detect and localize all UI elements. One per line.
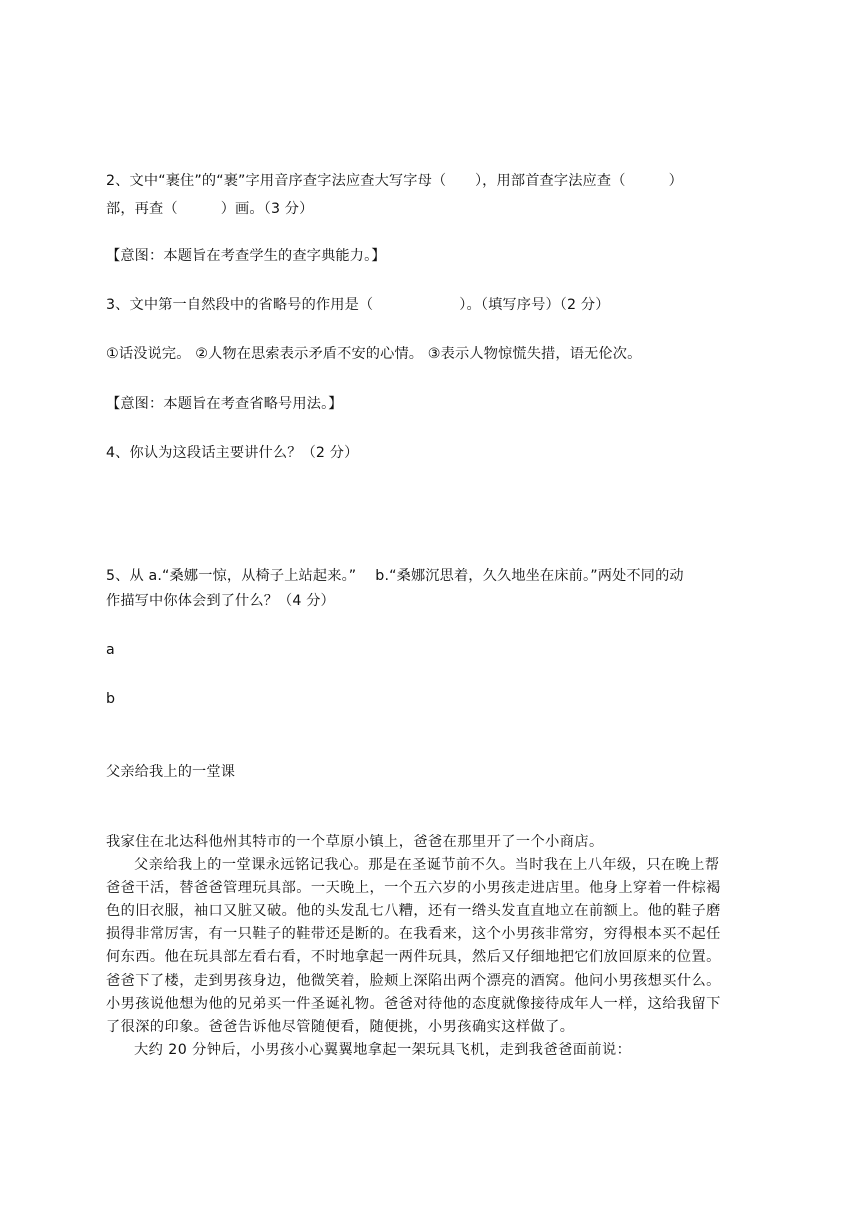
answer-label-b: b bbox=[106, 691, 116, 707]
article-line: 父亲给我上的一堂课永远铭记我心。那是在圣诞节前不久。当时我在上八年级，只在晚上帮 bbox=[134, 857, 720, 874]
article-line: 了很深的印象。爸爸告诉他尽管随便看，随便挑，小男孩确实这样做了。 bbox=[106, 1018, 575, 1035]
question-2-line-1: 2、文中“裹住”的“裹”字用音序查字法应查大写字母（ ），用部首查字法应查（ ） bbox=[106, 173, 683, 189]
article-line: 损得非常厉害，有一只鞋子的鞋带还是断的。在我看来，这个小男孩非常穷，穷得根本买不起任 bbox=[106, 926, 721, 943]
question-2-line-2: 部，再查（ ）画。（3 分） bbox=[106, 201, 314, 217]
question-3-options: ①话没说完。 ②人物在思索表示矛盾不安的心情。 ③表示人物惊慌失措，语无伦次。 bbox=[106, 346, 642, 362]
article-line: 爸爸干活，替爸爸管理玩具部。一天晚上，一个五六岁的小男孩走进店里。他身上穿着一件棕褐 bbox=[106, 880, 721, 897]
article-line: 大约 20 分钟后，小男孩小心翼翼地拿起一架玩具飞机，走到我爸爸面前说： bbox=[134, 1041, 632, 1058]
article-title: 父亲给我上的一堂课 bbox=[106, 764, 236, 780]
intent-note-2: 【意图：本题旨在考查省略号用法。】 bbox=[106, 396, 343, 412]
article-body bbox=[106, 831, 760, 1062]
question-4: 4、你认为这段话主要讲什么？（2 分） bbox=[106, 445, 359, 461]
article-line: 色的旧衣服，袖口又脏又破。他的头发乱七八糟，还有一绺头发直直地立在前额上。他的鞋子磨 bbox=[106, 903, 721, 920]
question-5-line-2: 作描写中你体会到了什么？（4 分） bbox=[106, 593, 335, 609]
article-line: 何东西。他在玩具部左看右看，不时地拿起一两件玩具，然后又仔细地把它们放回原来的位置。 bbox=[106, 949, 721, 966]
article-line: 小男孩说他想为他的兄弟买一件圣诞礼物。爸爸对待他的态度就像接待成年人一样，这给我留下 bbox=[106, 995, 721, 1012]
question-5-line-1: 5、从 a.“桑娜一惊，从椅子上站起来。” b.“桑娜沉思着，久久地坐在床前。”两处不同的动 bbox=[106, 568, 684, 584]
intent-note-1: 【意图：本题旨在考查学生的查字典能力。】 bbox=[106, 248, 386, 264]
answer-label-a: a bbox=[106, 642, 115, 658]
article-line: 爸爸下了楼，走到男孩身边，他微笑着，脸颊上深陷出两个漂亮的酒窝。他问小男孩想买什么。 bbox=[106, 972, 721, 989]
question-3: 3、文中第一自然段中的省略号的作用是（ ）。（填写序号）（2 分） bbox=[106, 297, 610, 313]
article-line: 我家住在北达科他州其特市的一个草原小镇上，爸爸在那里开了一个小商店。 bbox=[106, 834, 604, 850]
